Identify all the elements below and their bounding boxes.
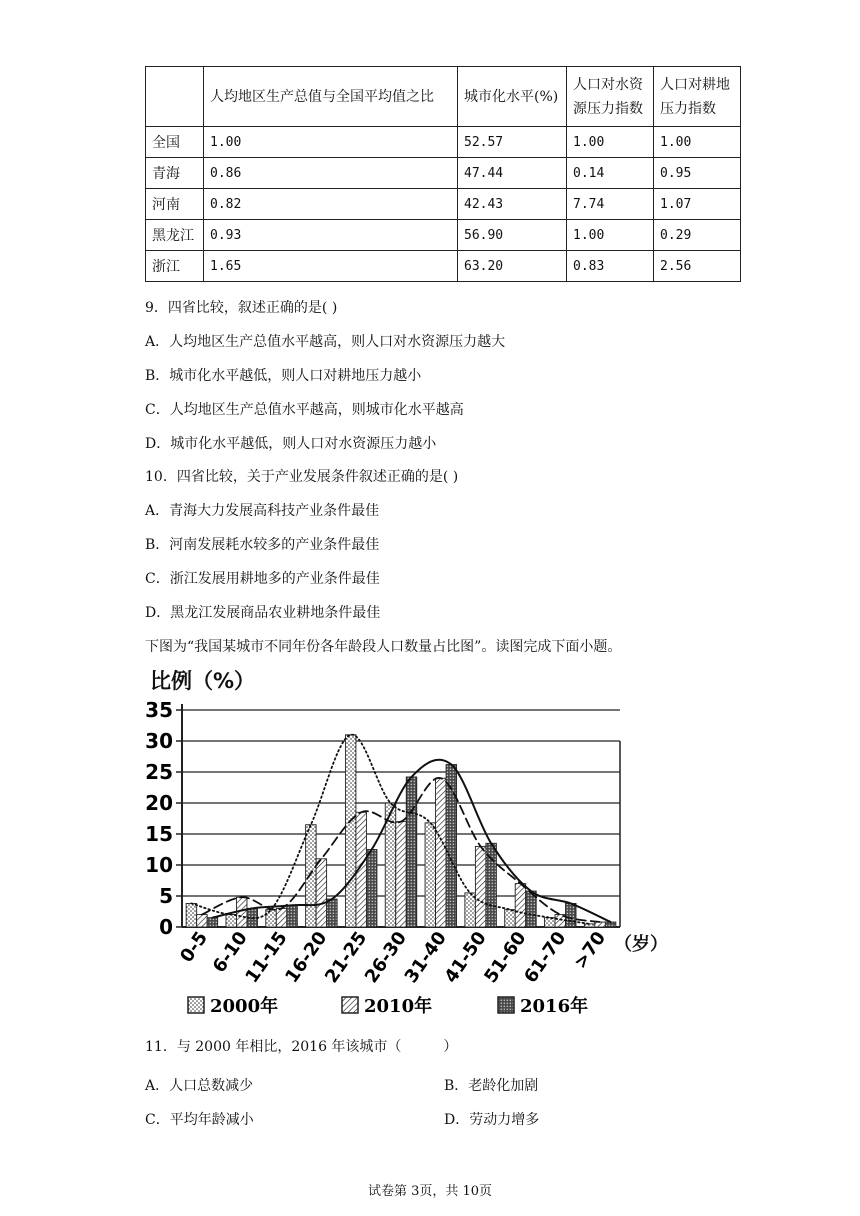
question-11-stem: 11．与 2000 年相比，2016 年该城市（ ）	[145, 1039, 458, 1055]
y-tick-label: 20	[145, 791, 173, 815]
table-cell: 1.65	[204, 251, 458, 282]
table-cell: 1.00	[204, 127, 458, 158]
question-10-option-d[interactable]: D．黑龙江发展商品农业耕地条件最佳	[145, 605, 381, 621]
bar-2010年-31-40	[436, 778, 447, 927]
y-tick-label: 0	[159, 915, 173, 939]
table-cell: 0.83	[567, 251, 654, 282]
table-header-cell	[654, 67, 741, 127]
legend	[188, 995, 588, 1017]
bar-2000年-0-5	[186, 903, 197, 927]
table-cell: 0.82	[204, 189, 458, 220]
header-text: 人口对耕地	[660, 76, 730, 93]
bar-2000年-31-40	[425, 823, 436, 927]
bar-2010年-51-60	[515, 884, 526, 927]
y-axis-label: 比例（%）	[150, 669, 256, 693]
header-text: 人均地区生产总值与全国平均值之比	[210, 88, 434, 105]
x-tick-label: 11-15	[241, 927, 292, 988]
bar-2000年->70	[584, 924, 595, 927]
bar-2000年-51-60	[505, 910, 516, 927]
table-cell: 63.20	[458, 251, 567, 282]
table-header-cell	[146, 67, 204, 127]
table-cell: 河南	[146, 189, 204, 220]
table-cell: 1.07	[654, 189, 741, 220]
bar-2016年-61-70	[566, 903, 577, 927]
table-cell: 0.95	[654, 158, 741, 189]
question-10-option-c[interactable]: C．浙江发展用耕地多的产业条件最佳	[145, 571, 380, 587]
question-9-option-d[interactable]: D．城市化水平越低，则人口对水资源压力越小	[145, 436, 437, 452]
question-9-option-b[interactable]: B．城市化水平越低，则人口对耕地压力越小	[145, 368, 422, 384]
table-cell: 1.00	[567, 220, 654, 251]
page-footer: 试卷第 3页，共 10页	[367, 1184, 493, 1199]
table-header-row	[146, 67, 741, 127]
table-cell: 1.00	[654, 127, 741, 158]
bar-2010年-41-50	[475, 846, 486, 927]
legend-label-2016: 2016年	[520, 996, 589, 1017]
header-text: 压力指数	[660, 100, 716, 117]
x-tick-label: 16-20	[281, 927, 332, 988]
table-row	[146, 127, 741, 158]
bar-2016年-11-15	[287, 905, 298, 927]
bar-2016年-16-20	[327, 899, 338, 927]
x-tick-label: 6-10	[208, 927, 252, 977]
x-tick-label: 0-5	[176, 927, 213, 967]
bar-2000年-41-50	[465, 893, 476, 927]
table-cell: 7.74	[567, 189, 654, 220]
x-axis-unit: （岁）	[614, 934, 668, 955]
header-text: 源压力指数	[573, 100, 643, 117]
question-9-stem: 9．四省比较，叙述正确的是( )	[145, 300, 338, 316]
y-tick-label: 25	[145, 760, 173, 784]
table-cell: 52.57	[458, 127, 567, 158]
table-cell: 1.00	[567, 127, 654, 158]
table-row	[146, 220, 741, 251]
bar-2010年-16-20	[316, 859, 327, 927]
y-tick-label: 35	[145, 698, 173, 722]
legend-swatch-2010	[342, 997, 358, 1013]
table-cell: 0.14	[567, 158, 654, 189]
question-11-option-b[interactable]: B．老龄化加剧	[444, 1078, 539, 1094]
question-9-option-a[interactable]: A．人均地区生产总值水平越高，则人口对水资源压力越大	[145, 334, 506, 350]
bar-2016年-21-25	[366, 850, 377, 928]
question-11-option-a[interactable]: A．人口总数减少	[145, 1078, 254, 1094]
table-cell: 42.43	[458, 189, 567, 220]
table-cell: 47.44	[458, 158, 567, 189]
y-tick-labels	[145, 698, 173, 939]
bar-2000年-6-10	[226, 915, 237, 927]
bar-2000年-11-15	[266, 910, 277, 927]
y-tick-label: 5	[159, 884, 173, 908]
bar-2010年-11-15	[276, 908, 287, 927]
header-text: 人口对水资	[573, 76, 643, 93]
x-tick-label: 21-25	[321, 927, 372, 988]
y-tick-label: 10	[145, 853, 173, 877]
question-10-option-b[interactable]: B．河南发展耗水较多的产业条件最佳	[145, 537, 380, 553]
table-cell: 56.90	[458, 220, 567, 251]
question-9-option-c[interactable]: C．人均地区生产总值水平越高，则城市化水平越高	[145, 402, 464, 418]
legend-swatch-2016	[498, 997, 514, 1013]
data-table	[145, 66, 741, 282]
question-11-option-d[interactable]: D．劳动力增多	[444, 1112, 540, 1128]
table-row	[146, 251, 741, 282]
bar-2016年-26-30	[406, 777, 417, 927]
chart-intro: 下图为“我国某城市不同年份各年龄段人口数量占比图”。读图完成下面小题。	[145, 639, 622, 655]
table-cell: 黑龙江	[146, 220, 204, 251]
bar-2010年-0-5	[197, 915, 208, 927]
bar-2000年-16-20	[306, 825, 317, 927]
table-row	[146, 189, 741, 220]
x-tick-label: 31-40	[400, 927, 451, 988]
age-population-chart	[140, 660, 700, 1030]
table-header-cell	[567, 67, 654, 127]
table-cell: 全国	[146, 127, 204, 158]
x-tick-label: 41-50	[440, 927, 491, 988]
table-cell: 0.29	[654, 220, 741, 251]
x-tick-labels	[176, 928, 610, 987]
legend-label-2010: 2010年	[364, 996, 433, 1017]
question-10-option-a[interactable]: A．青海大力发展高科技产业条件最佳	[145, 503, 380, 519]
x-tick-label: 51-60	[480, 927, 531, 988]
table-cell: 浙江	[146, 251, 204, 282]
table-cell: 青海	[146, 158, 204, 189]
y-tick-label: 15	[145, 822, 173, 846]
table-header-cell	[204, 67, 458, 127]
y-tick-label: 30	[145, 729, 173, 753]
bar-2010年-26-30	[396, 822, 407, 927]
x-tick-label: 61-70	[520, 927, 571, 988]
table-row	[146, 158, 741, 189]
legend-label-2000: 2000年	[210, 996, 279, 1017]
question-10-stem: 10．四省比较，关于产业发展条件叙述正确的是( )	[145, 469, 459, 485]
table-cell: 2.56	[654, 251, 741, 282]
table-cell: 0.86	[204, 158, 458, 189]
bar-2016年-0-5	[207, 918, 218, 927]
question-11-option-c[interactable]: C．平均年龄减小	[145, 1112, 254, 1128]
bar-2000年-21-25	[345, 735, 356, 927]
table-header-cell	[458, 67, 567, 127]
table-cell: 0.93	[204, 220, 458, 251]
bar-2000年-61-70	[545, 918, 556, 927]
header-text: 城市化水平(%)	[464, 88, 559, 105]
x-tick-label: 26-30	[360, 927, 412, 988]
x-tick-label: >70	[569, 927, 611, 973]
legend-swatch-2000	[188, 997, 204, 1013]
